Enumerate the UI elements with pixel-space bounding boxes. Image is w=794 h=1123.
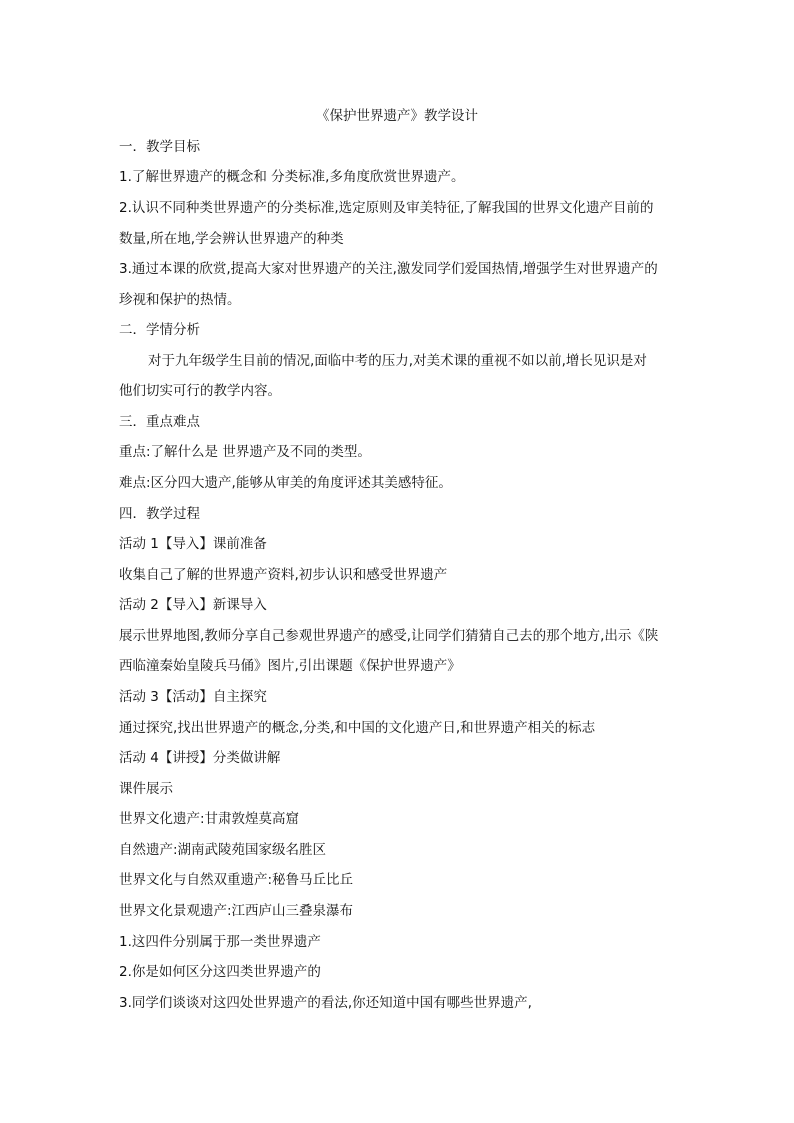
activity-heading: 活动 2【导入】新课导入 (119, 597, 267, 613)
paragraph-line: 2.认识不同种类世界遗产的分类标准,选定原则及审美特征,了解我国的世界文化遗产目前的 (119, 200, 654, 216)
paragraph-line: 1.这四件分别属于那一类世界遗产 (119, 934, 321, 950)
paragraph-line: 西临潼秦始皇陵兵马俑》图片,引出课题《保护世界遗产》 (119, 658, 461, 674)
paragraph-line: 世界文化景观遗产:江西庐山三叠泉瀑布 (119, 903, 354, 919)
paragraph-line: 3.同学们谈谈对这四处世界遗产的看法,你还知道中国有哪些世界遗产, (119, 995, 532, 1011)
section-heading-keypoints: 三．重点难点 (119, 414, 200, 430)
section-heading-analysis: 二．学情分析 (119, 322, 200, 338)
paragraph-line: 世界文化遗产:甘肃敦煌莫高窟 (119, 811, 300, 827)
paragraph-line: 通过探究,找出世界遗产的概念,分类,和中国的文化遗产日,和世界遗产相关的标志 (119, 720, 596, 736)
paragraph-line: 世界文化与自然双重遗产:秘鲁马丘比丘 (119, 872, 354, 888)
paragraph-line: 课件展示 (119, 781, 173, 797)
paragraph-line: 难点:区分四大遗产,能够从审美的角度评述其美感特征。 (119, 475, 452, 491)
paragraph-line: 重点:了解什么是 世界遗产及不同的类型。 (119, 444, 371, 460)
activity-heading: 活动 3【活动】自主探究 (119, 689, 267, 705)
activity-heading: 活动 1【导入】课前准备 (119, 536, 267, 552)
document-title: 《保护世界遗产》教学设计 (316, 108, 478, 124)
paragraph-line: 数量,所在地,学会辨认世界遗产的种类 (119, 231, 344, 247)
paragraph-line: 2.你是如何区分这四类世界遗产的 (119, 964, 321, 980)
paragraph-line: 对于九年级学生目前的情况,面临中考的压力,对美术课的重视不如以前,增长见识是对 (148, 353, 647, 369)
paragraph-line: 3.通过本课的欣赏,提高大家对世界遗产的关注,激发同学们爱国热情,增强学生对世界遗产的 (119, 261, 658, 277)
paragraph-line: 他们切实可行的教学内容。 (119, 383, 281, 399)
paragraph-line: 收集自己了解的世界遗产资料,初步认识和感受世界遗产 (119, 567, 448, 583)
paragraph-line: 自然遗产:湖南武陵苑国家级名胜区 (119, 842, 327, 858)
paragraph-line: 展示世界地图,教师分享自己参观世界遗产的感受,让同学们猜猜自己去的那个地方,出示《陕 (119, 628, 659, 644)
section-heading-process: 四．教学过程 (119, 506, 200, 522)
paragraph-line: 珍视和保护的热情。 (119, 292, 241, 308)
section-heading-objectives: 一．教学目标 (119, 139, 200, 155)
activity-heading: 活动 4【讲授】分类做讲解 (119, 750, 281, 766)
paragraph-line: 1.了解世界遗产的概念和 分类标准,多角度欣赏世界遗产。 (119, 169, 465, 185)
